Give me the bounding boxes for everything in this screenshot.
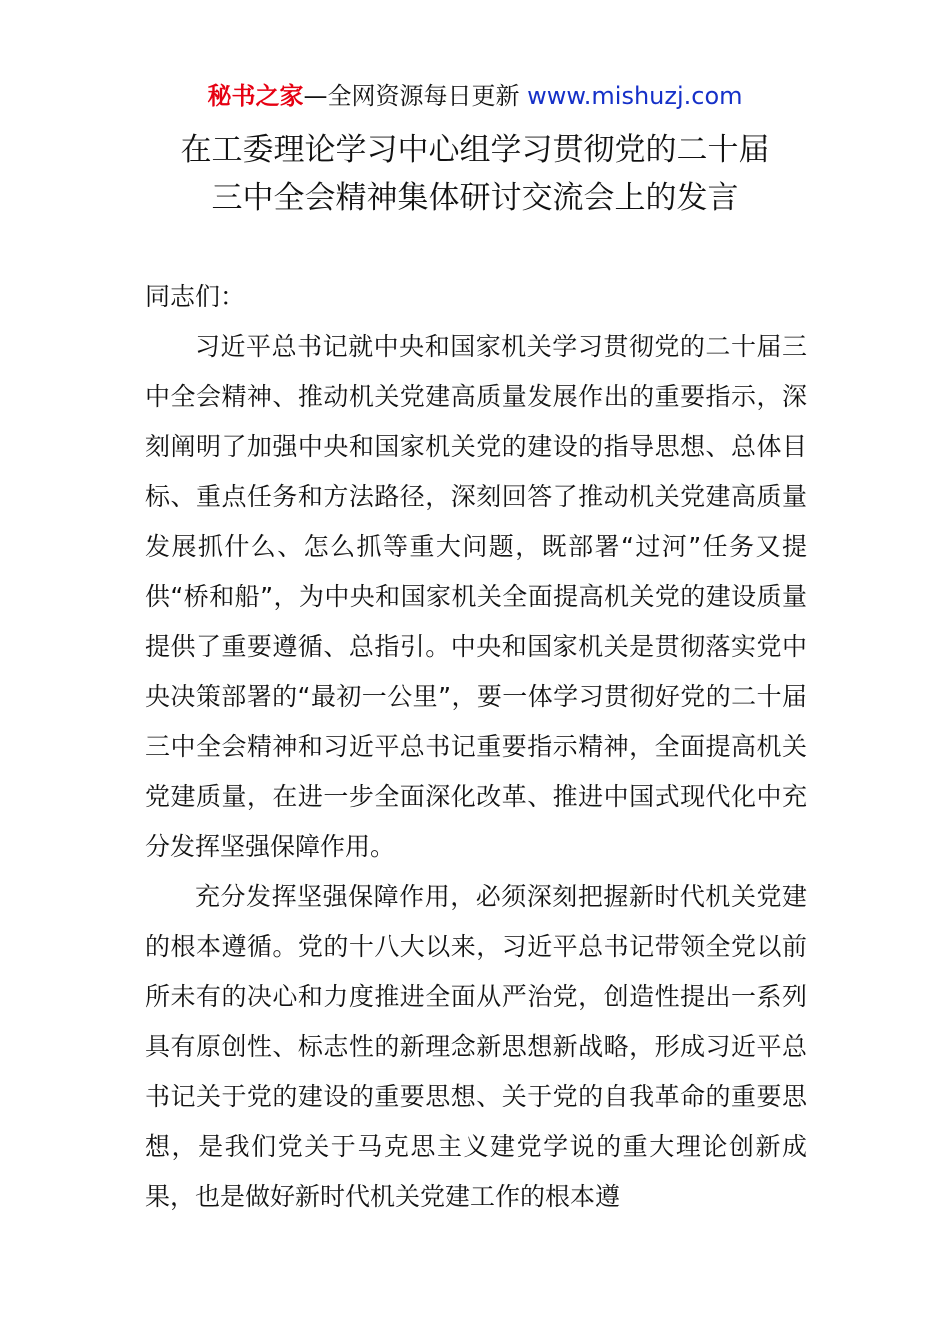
document-body [145,272,807,1222]
body-paragraph-1: 习近平总书记就中央和国家机关学习贯彻党的二十届三中全会精神、推动机关党建高质量发展作出的重要指示，深刻阐明了加强中央和国家机关党的建设的指导思想、总体目标、重点任务和方法路径，深刻回答了推动机关党建高质量发展抓什么、怎么抓等重大问题，既部署“过河”任务又提供“桥和船”，为中央和国家机关全面提高机关党的建设质量提供了重要遵循、总指引。中央和国家机关是贯彻落实党中央决策部署的“最初一公里”，要一体学习贯彻好党的二十届三中全会精神和习近平总书记重要指示精神，全面提高机关党建质量，在进一步全面深化改革、推进中国式现代化中充分发挥坚强保障作用。 [145,332,807,861]
site-url-link[interactable]: www.mishuzj.com [527,82,743,110]
document-title-line-1: 在工委理论学习中心组学习贯彻党的二十届 [180,132,770,168]
site-tagline: —全网资源每日更新 [303,82,520,110]
site-banner [0,80,950,112]
document-title [0,126,950,222]
salutation: 同志们： [145,282,246,311]
body-paragraph-2: 充分发挥坚强保障作用，必须深刻把握新时代机关党建的根本遵循。党的十八大以来，习近平总书记带领全党以前所未有的决心和力度推进全面从严治党，创造性提出一系列具有原创性、标志性的新理念新思想新战略，形成习近平总书记关于党的建设的重要思想、关于党的自我革命的重要思想，是我们党关于马克思主义建党学说的重大理论创新成果，也是做好新时代机关党建工作的根本遵 [145,882,807,1211]
document-title-line-2: 三中全会精神集体研讨交流会上的发言 [211,180,739,216]
site-name: 秘书之家 [207,82,304,110]
